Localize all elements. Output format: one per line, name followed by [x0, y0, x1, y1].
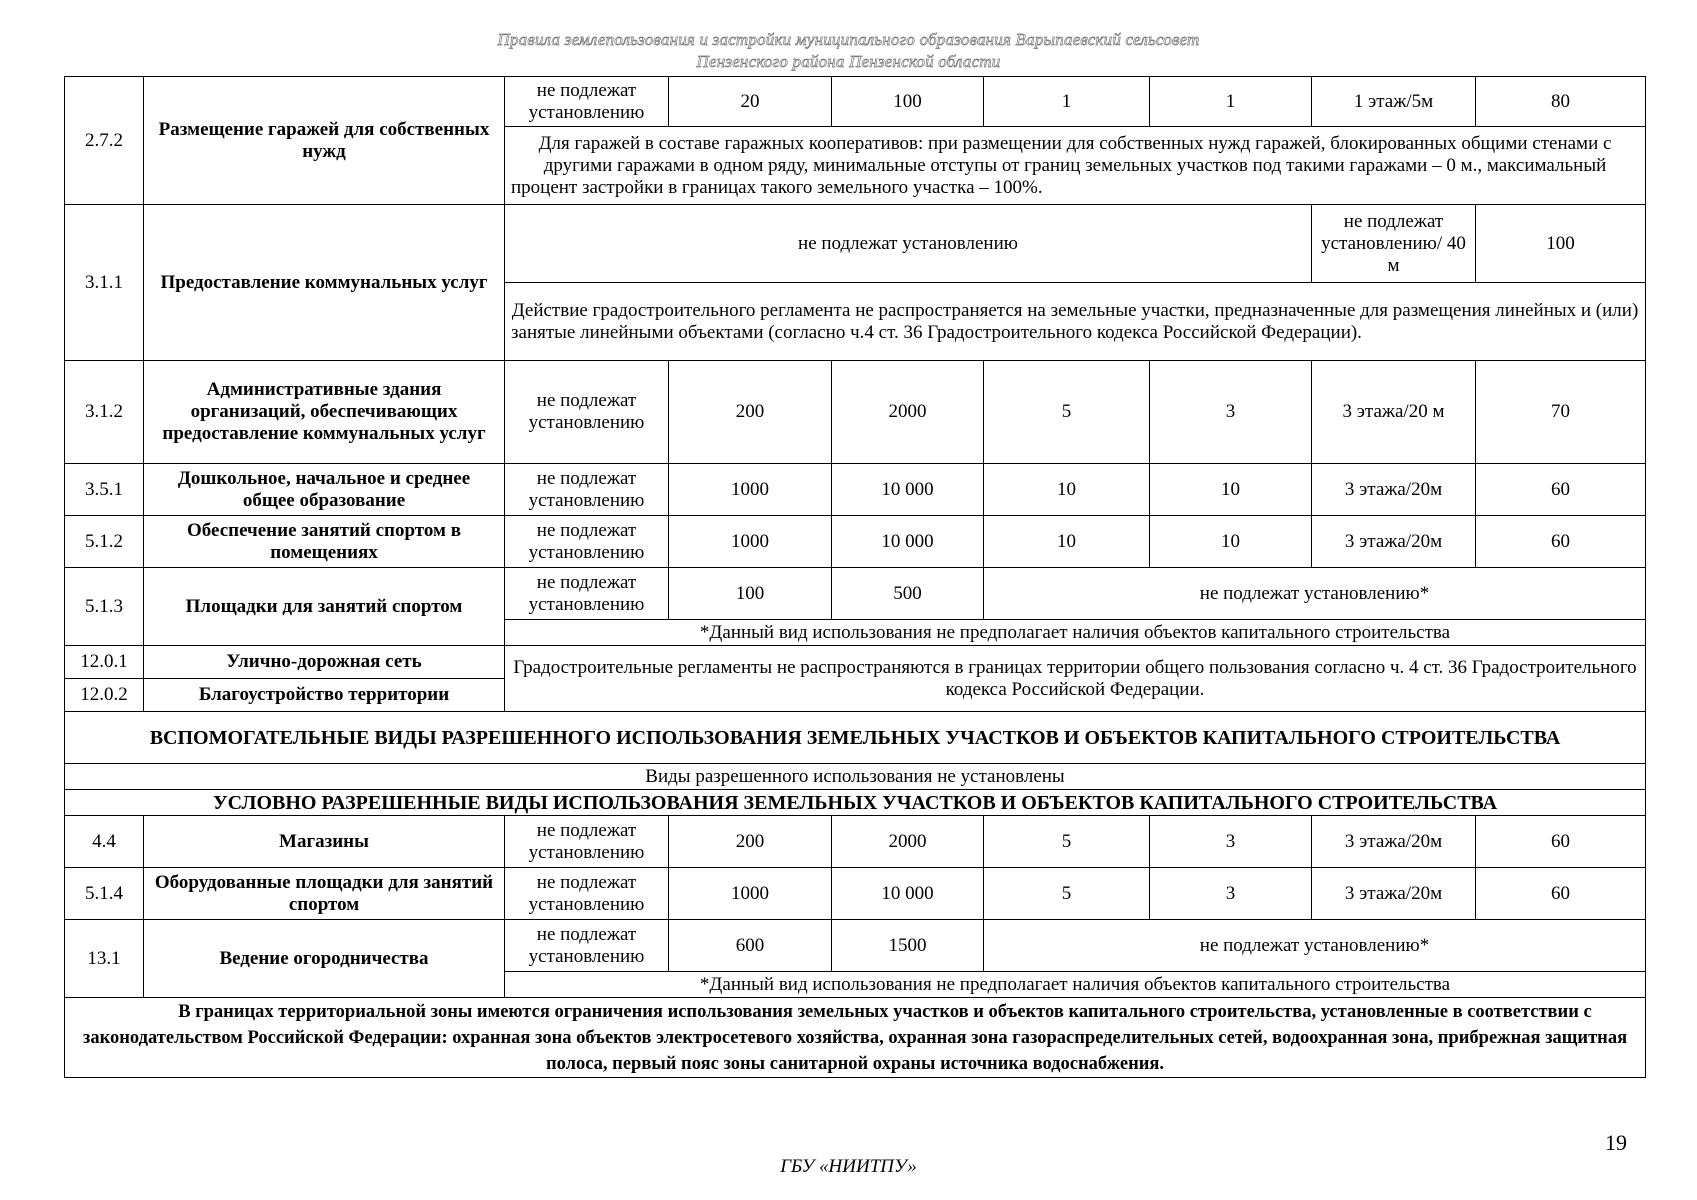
cell-value: 3 этажа/20 м: [1312, 361, 1476, 464]
cell-value: 3: [1150, 361, 1312, 464]
table-row: [65, 920, 1646, 972]
row-name: Площадки для занятий спортом: [144, 568, 505, 646]
section-heading-row: [65, 790, 1646, 816]
cell-value: 100: [832, 77, 984, 127]
cell-value: 200: [669, 816, 832, 868]
table-row-note: [65, 764, 1646, 790]
cell-merged: не подлежат установлению*: [984, 568, 1646, 620]
section-heading-row: [65, 712, 1646, 764]
restriction-row: [65, 998, 1646, 1078]
cell-value: 3 этажа/20м: [1312, 464, 1476, 516]
cell-value: 10 000: [832, 868, 984, 920]
zoning-regulations-table: [64, 76, 1646, 1078]
row-note: Градостроительные регламенты не распространяются в границах территории общего пользования согласно ч. 4 ст. 36 Градостроительного кодекса Российской Федерации.: [505, 646, 1646, 712]
cell-value: 2000: [832, 361, 984, 464]
cell-value: 20: [669, 77, 832, 127]
restriction-text: В границах территориальной зоны имеются ограничения использования земельных участков и объектов капитального строительства, установленные в соответствии с законодательством Российской Федерации: охранная зона объектов электросетевого хозяйства, охранная зона газораспределительных сетей, водоохранная зона, прибрежная защитная полоса, первый пояс зоны санитарной охраны источника водоснабжения.: [82, 1001, 1628, 1074]
row-note: Для гаражей в составе гаражных кооперативов: при размещении для собственных нужд гаражей, блокированных общими стенами с другими гаражами в одном ряду, минимальные отступы от границ земельных участков под такими гаражами – 0 м., максимальный процент застройки в границах такого земельного участка – 100%.: [505, 127, 1646, 205]
row-code: 4.4: [65, 816, 144, 868]
row-name: Благоустройство территории: [144, 679, 505, 712]
cell-value: 1000: [669, 464, 832, 516]
table-row: [65, 646, 1646, 679]
row-note: *Данный вид использования не предполагает наличия объектов капитального строительства: [505, 620, 1646, 646]
row-code: 2.7.2: [65, 77, 144, 205]
row-note: Действие градостроительного регламента не распространяется на земельные участки, предназначенные для размещения линейных и (или) занятые линейными объектами (согласно ч.4 ст. 36 Градостроительного кодекса Российской Федерации).: [505, 283, 1646, 361]
cell-value: 60: [1476, 816, 1646, 868]
row-code: 5.1.2: [65, 516, 144, 568]
row-note: *Данный вид использования не предполагает наличия объектов капитального строительства: [505, 972, 1646, 998]
cell-value: 200: [669, 361, 832, 464]
table-row: [65, 77, 1646, 127]
row-code: 5.1.4: [65, 868, 144, 920]
cell-value: 70: [1476, 361, 1646, 464]
cell-value: 60: [1476, 516, 1646, 568]
row-name: Ведение огородничества: [144, 920, 505, 998]
cell-merged: не подлежат установлению: [505, 205, 1312, 283]
table-row: [65, 464, 1646, 516]
cell-value: 10: [1150, 464, 1312, 516]
header-line-2: Пензенского района Пензенской области: [696, 52, 1001, 71]
cell-value: 3 этажа/20м: [1312, 816, 1476, 868]
table-row: [65, 816, 1646, 868]
cell-value: не подлежат установлению: [505, 464, 669, 516]
cell-value: 2000: [832, 816, 984, 868]
cell-merged: не подлежат установлению*: [984, 920, 1646, 972]
cell-value: 10: [984, 464, 1150, 516]
row-code: 12.0.2: [65, 679, 144, 712]
table-row: [65, 361, 1646, 464]
cell-value: 5: [984, 868, 1150, 920]
cell-value: 10 000: [832, 464, 984, 516]
cell-value: не подлежат установлению: [505, 361, 669, 464]
cell-value: не подлежат установлению/ 40 м: [1312, 205, 1476, 283]
cell-value: не подлежат установлению: [505, 516, 669, 568]
row-code: 3.1.2: [65, 361, 144, 464]
cell-value: 60: [1476, 868, 1646, 920]
row-name: Улично-дорожная сеть: [144, 646, 505, 679]
cell-value: 1500: [832, 920, 984, 972]
row-code: 3.1.1: [65, 205, 144, 361]
cell-value: 600: [669, 920, 832, 972]
row-name: Административные здания организаций, обеспечивающих предоставление коммунальных услуг: [144, 361, 505, 464]
cell-value: 3: [1150, 868, 1312, 920]
row-name: Размещение гаражей для собственных нужд: [144, 77, 505, 205]
cell-value: 60: [1476, 464, 1646, 516]
row-name: Предоставление коммунальных услуг: [144, 205, 505, 361]
cell-value: 1 этаж/5м: [1312, 77, 1476, 127]
cell-value: 1000: [669, 868, 832, 920]
cell-value: не подлежат установлению: [505, 816, 669, 868]
cell-value: не подлежат установлению: [505, 920, 669, 972]
cell-value: не подлежат установлению: [505, 568, 669, 620]
row-name: Обеспечение занятий спортом в помещениях: [144, 516, 505, 568]
cell-value: 100: [669, 568, 832, 620]
row-name: Магазины: [144, 816, 505, 868]
row-code: 12.0.1: [65, 646, 144, 679]
cell-value: 3 этажа/20м: [1312, 516, 1476, 568]
table-row: [65, 516, 1646, 568]
section-note: Виды разрешенного использования не установлены: [65, 764, 1646, 790]
cell-value: не подлежат установлению: [505, 868, 669, 920]
row-code: 13.1: [65, 920, 144, 998]
cell-value: 1: [1150, 77, 1312, 127]
row-name: Дошкольное, начальное и среднее общее образование: [144, 464, 505, 516]
cell-value: 5: [984, 361, 1150, 464]
cell-value: 100: [1476, 205, 1646, 283]
cell-value: 80: [1476, 77, 1646, 127]
page-number: 19: [1605, 1130, 1627, 1155]
cell-value: 5: [984, 816, 1150, 868]
row-code: 5.1.3: [65, 568, 144, 646]
restriction-note: [65, 998, 1646, 1078]
table-row: [65, 568, 1646, 620]
cell-value: 10: [984, 516, 1150, 568]
row-name: Оборудованные площадки для занятий спортом: [144, 868, 505, 920]
cell-value: 3: [1150, 816, 1312, 868]
section-heading-conditional: УСЛОВНО РАЗРЕШЕННЫЕ ВИДЫ ИСПОЛЬЗОВАНИЯ ЗЕМЕЛЬНЫХ УЧАСТКОВ И ОБЪЕКТОВ КАПИТАЛЬНОГО СТРОИТЕЛЬСТВА: [65, 790, 1646, 816]
cell-value: 10: [1150, 516, 1312, 568]
page-header: [0, 29, 1697, 73]
section-heading-auxiliary: ВСПОМОГАТЕЛЬНЫЕ ВИДЫ РАЗРЕШЕННОГО ИСПОЛЬЗОВАНИЯ ЗЕМЕЛЬНЫХ УЧАСТКОВ И ОБЪЕКТОВ КАПИТАЛЬНОГО СТРОИТЕЛЬСТВА: [65, 712, 1646, 764]
cell-value: 1: [984, 77, 1150, 127]
cell-value: не подлежат установлению: [505, 77, 669, 127]
cell-value: 10 000: [832, 516, 984, 568]
cell-value: 3 этажа/20м: [1312, 868, 1476, 920]
cell-value: 500: [832, 568, 984, 620]
row-code: 3.5.1: [65, 464, 144, 516]
page-footer: ГБУ «НИИТПУ»: [780, 1156, 917, 1177]
table-row: [65, 868, 1646, 920]
cell-value: 1000: [669, 516, 832, 568]
header-line-1: Правила землепользования и застройки муниципального образования Варыпаевский сельсовет: [497, 30, 1200, 49]
table-row: [65, 205, 1646, 283]
